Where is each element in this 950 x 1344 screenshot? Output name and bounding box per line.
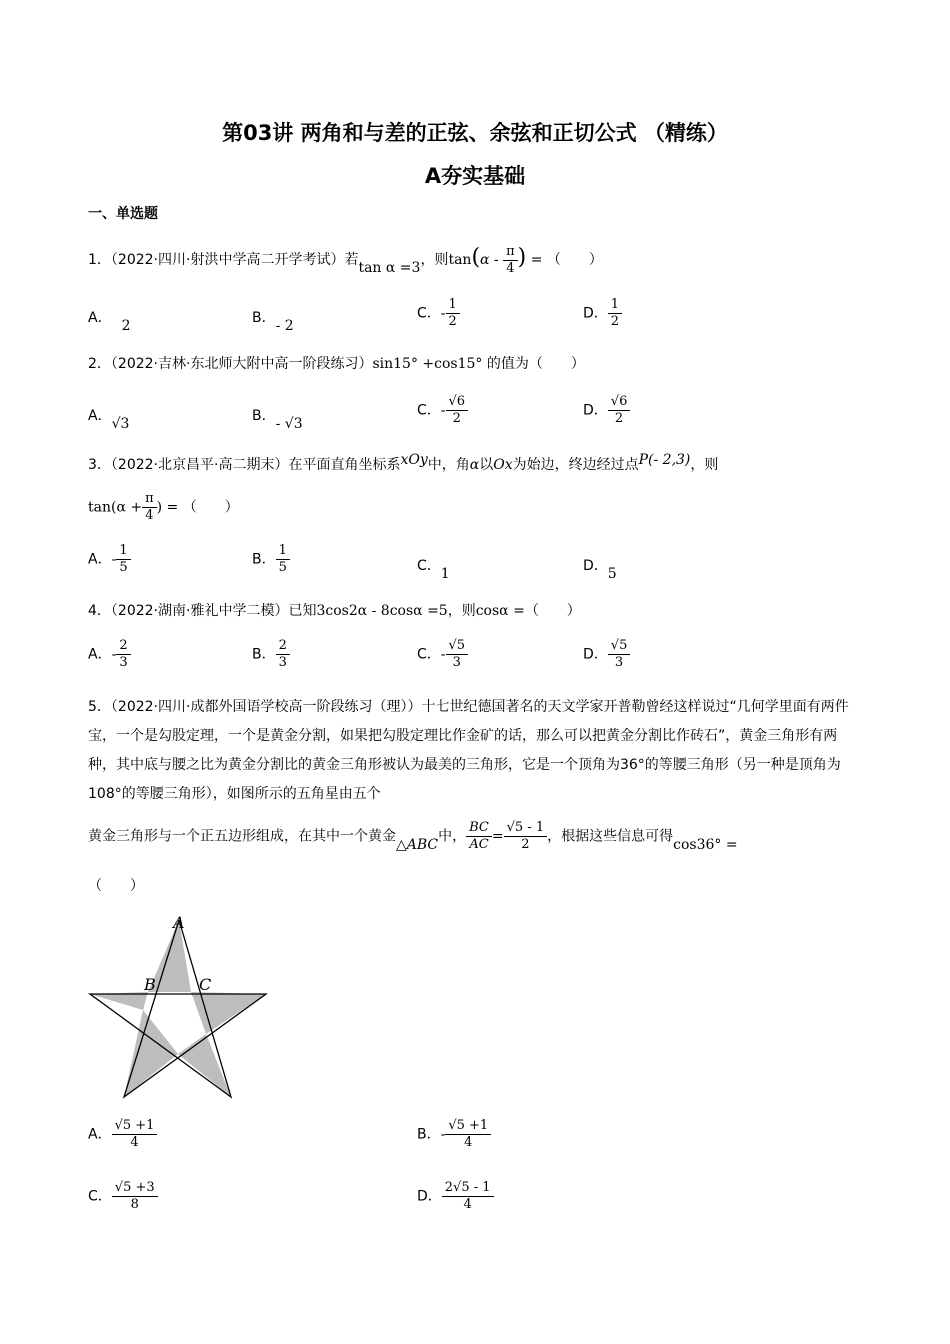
label-b: B — [144, 975, 156, 994]
text: ，则 — [690, 457, 719, 473]
q1-option-a[interactable] — [88, 308, 131, 334]
q3-option-d[interactable] — [583, 556, 617, 582]
math-expression: cos36° = — [673, 836, 738, 853]
question-1 — [88, 243, 603, 277]
question-2 — [88, 350, 585, 379]
question-source: （2022·北京昌平·高二期末）在平面直角坐标系 — [110, 457, 401, 473]
question-3-line2 — [88, 491, 239, 524]
q3-option-b[interactable] — [252, 543, 290, 576]
frac-num: π — [503, 244, 518, 261]
math-xoy: xOy — [400, 452, 428, 468]
frac-den: 4 — [463, 1197, 472, 1212]
option-fraction — [608, 297, 622, 330]
text: ，则 — [447, 603, 476, 619]
option-fraction — [608, 638, 631, 671]
q2-option-a[interactable] — [88, 406, 130, 432]
option-label: C． — [417, 558, 441, 574]
option-sign: - — [440, 402, 446, 419]
q5-option-a[interactable] — [88, 1118, 157, 1151]
text: 以 — [479, 457, 494, 473]
question-5-line5 — [88, 820, 738, 853]
q3-option-a[interactable] — [88, 543, 131, 576]
option-sign: - — [111, 646, 117, 663]
math-fraction — [503, 244, 518, 277]
option-label: D． — [583, 558, 608, 574]
option-sign: - — [440, 646, 446, 663]
text: 中， — [438, 828, 467, 845]
math-tan: tan(α + — [88, 499, 143, 516]
option-fraction — [276, 638, 290, 671]
math-expression: tan(α - $\frac{\pi}{4}$ ) — [448, 243, 527, 276]
text: 中，角 — [427, 457, 470, 473]
question-3 — [88, 451, 718, 480]
option-value: 2 — [121, 318, 131, 334]
option-label: A． — [88, 551, 112, 568]
math-expression: cosα = — [475, 603, 525, 619]
option-label: A． — [88, 646, 112, 663]
option-label: A． — [88, 310, 112, 326]
frac-num: 2 — [116, 638, 130, 655]
math-ratio-bc-ac — [466, 820, 492, 853]
q4-option-c[interactable] — [417, 638, 468, 671]
answer-bracket: = （ ） — [526, 252, 603, 268]
option-label: D． — [417, 1188, 442, 1205]
option-value: - 2 — [275, 318, 294, 334]
q1-option-d[interactable] — [583, 297, 622, 330]
option-value: 1 — [440, 566, 450, 582]
option-fraction — [445, 1118, 491, 1151]
frac-den: 4 — [130, 1135, 139, 1150]
math-condition: tan α =3 — [358, 260, 421, 276]
question-number: 1． — [88, 252, 111, 268]
text: ，根据这些信息可得 — [547, 828, 674, 845]
q3-option-c[interactable] — [417, 556, 450, 582]
q4-option-a[interactable] — [88, 638, 131, 671]
question-4 — [88, 597, 581, 626]
option-fraction — [276, 543, 290, 576]
text: 黄金三角形与一个正五边形组成，在其中一个黄金 — [88, 828, 396, 845]
question-number: 5． — [88, 699, 111, 715]
math-triangle: △ABC — [396, 836, 439, 853]
question-source: （2022·吉林·东北师大附中高一阶段练习） — [110, 356, 373, 372]
frac-num: √6 — [608, 394, 631, 411]
frac-den: AC — [469, 837, 489, 852]
frac-den: 4 — [145, 508, 154, 523]
q2-option-b[interactable] — [252, 406, 303, 432]
option-fraction — [442, 1180, 494, 1213]
option-label: D． — [583, 646, 608, 663]
q4-option-b[interactable] — [252, 638, 290, 671]
frac-num: √6 — [446, 394, 469, 411]
frac-num: √5 +1 — [112, 1118, 158, 1135]
question-source: （2022·四川·射洪中学高二开学考试）若 — [110, 252, 359, 268]
answer-bracket: （ ） — [524, 603, 581, 619]
option-label: B． — [252, 408, 276, 424]
label-a: A — [173, 913, 185, 932]
math-golden-ratio — [504, 820, 547, 853]
option-fraction — [116, 543, 130, 576]
frac-num: √5 +1 — [445, 1118, 491, 1135]
section-heading: 一、单选题 — [88, 206, 158, 222]
option-label: B． — [252, 551, 276, 568]
option-label: C． — [88, 1188, 112, 1205]
math-point: P(- 2,3) — [638, 452, 691, 468]
frac-den: 3 — [278, 655, 287, 670]
frac-den: 4 — [506, 260, 515, 276]
math-fraction — [142, 491, 157, 524]
q1-option-b[interactable] — [252, 308, 294, 334]
star-tip-bottom-right — [178, 1034, 231, 1097]
option-label: D． — [583, 305, 608, 322]
frac-den: 2 — [452, 411, 461, 426]
frac-den: 2 — [521, 837, 530, 852]
answer-bracket: （ ） — [88, 878, 144, 894]
math-ox: Ox — [493, 457, 513, 473]
option-fraction — [116, 638, 130, 671]
question-number: 3． — [88, 457, 111, 473]
option-sign: - — [440, 1126, 446, 1143]
option-label: C． — [417, 305, 441, 322]
option-fraction — [608, 394, 631, 427]
option-label: D． — [583, 402, 608, 419]
frac-num: √5 - 1 — [504, 820, 547, 837]
question-number: 4． — [88, 603, 111, 619]
page-subtitle: A夯实基础 — [424, 164, 526, 188]
option-sign: - — [440, 305, 446, 322]
option-label: C． — [417, 646, 441, 663]
frac-den: 3 — [119, 655, 128, 670]
question-number: 2． — [88, 356, 111, 372]
frac-num: 1 — [276, 543, 290, 560]
question-5-body — [88, 693, 863, 809]
option-value: √3 — [111, 416, 130, 432]
text: ，则 — [420, 252, 449, 268]
frac-num: 2√5 - 1 — [442, 1180, 494, 1197]
q2-option-c[interactable] — [417, 394, 468, 427]
page-title: 第03讲 两角和与差的正弦、余弦和正切公式 （精练） — [222, 121, 728, 145]
math-condition: 3cos2α - 8cosα =5 — [316, 603, 448, 619]
frac-num: 1 — [446, 297, 460, 314]
answer-bracket: （ ） — [182, 499, 239, 516]
option-label: A． — [88, 408, 112, 424]
frac-num: √5 +3 — [112, 1180, 158, 1197]
option-label: C． — [417, 402, 441, 419]
frac-den: 2 — [448, 314, 457, 329]
math-alpha: α — [469, 457, 480, 473]
frac-den: 5 — [119, 560, 128, 575]
question-text: （2022·四川·成都外国语学校高一阶段练习（理））十七世纪德国著名的天文学家开普勒曾经这样说过“几何学里面有两件宝，一个是勾股定理，一个是黄金分割，如果把勾股定理比作金矿的话，那么可以把黄金分割比作砖石”，黄金三角形有两种，其中底与腰之比为黄金分割比的黄金三角形被认为最美的三角形，它是一个顶角为36°的等腰三角形（另一种是顶角为108°的等腰三角形），如图所示的五角星由五个 — [88, 699, 849, 802]
frac-num: 2 — [276, 638, 290, 655]
option-value: 5 — [607, 566, 617, 582]
text: 为始边，终边经过点 — [512, 457, 639, 473]
option-fraction — [446, 297, 460, 330]
frac-den: 5 — [278, 560, 287, 575]
frac-num: 1 — [608, 297, 622, 314]
q5-option-d[interactable] — [417, 1180, 494, 1213]
answer-bracket: 的值为（ ） — [482, 356, 585, 372]
math-equals: = — [491, 828, 504, 845]
q4-option-d[interactable] — [583, 638, 630, 671]
question-source: （2022·湖南·雅礼中学二模）已知 — [110, 603, 317, 619]
frac-num: √5 — [608, 638, 631, 655]
option-label: B． — [252, 646, 276, 663]
option-label: B． — [417, 1126, 441, 1143]
option-fraction — [112, 1180, 158, 1213]
q5-option-c[interactable] — [88, 1180, 158, 1213]
frac-num: BC — [466, 820, 492, 837]
q2-option-d[interactable] — [583, 394, 630, 427]
option-value: - √3 — [275, 416, 303, 432]
math-tan: tan — [448, 252, 472, 268]
pentagram-figure — [86, 912, 271, 1102]
frac-den: 3 — [614, 655, 624, 670]
math-alpha: α - — [480, 252, 504, 268]
frac-den: 3 — [452, 655, 461, 670]
frac-den: 4 — [464, 1135, 473, 1150]
option-label: A． — [88, 1126, 112, 1143]
frac-den: 2 — [614, 411, 624, 426]
star-tip-bottom-left — [124, 1010, 178, 1097]
frac-num: 1 — [116, 543, 130, 560]
frac-den: 8 — [130, 1197, 139, 1212]
option-fraction — [112, 1118, 158, 1151]
math-expression: ) = — [156, 499, 179, 516]
option-sign: - — [111, 551, 117, 568]
option-fraction — [446, 394, 469, 427]
frac-num: √5 — [446, 638, 469, 655]
q1-option-c[interactable] — [417, 297, 460, 330]
frac-num: π — [142, 491, 157, 508]
math-expression: sin15° +cos15° — [372, 356, 483, 372]
label-c: C — [199, 975, 212, 994]
option-fraction — [446, 638, 469, 671]
q5-option-b[interactable] — [417, 1118, 491, 1151]
option-label: B． — [252, 310, 276, 326]
frac-den: 2 — [610, 314, 620, 329]
